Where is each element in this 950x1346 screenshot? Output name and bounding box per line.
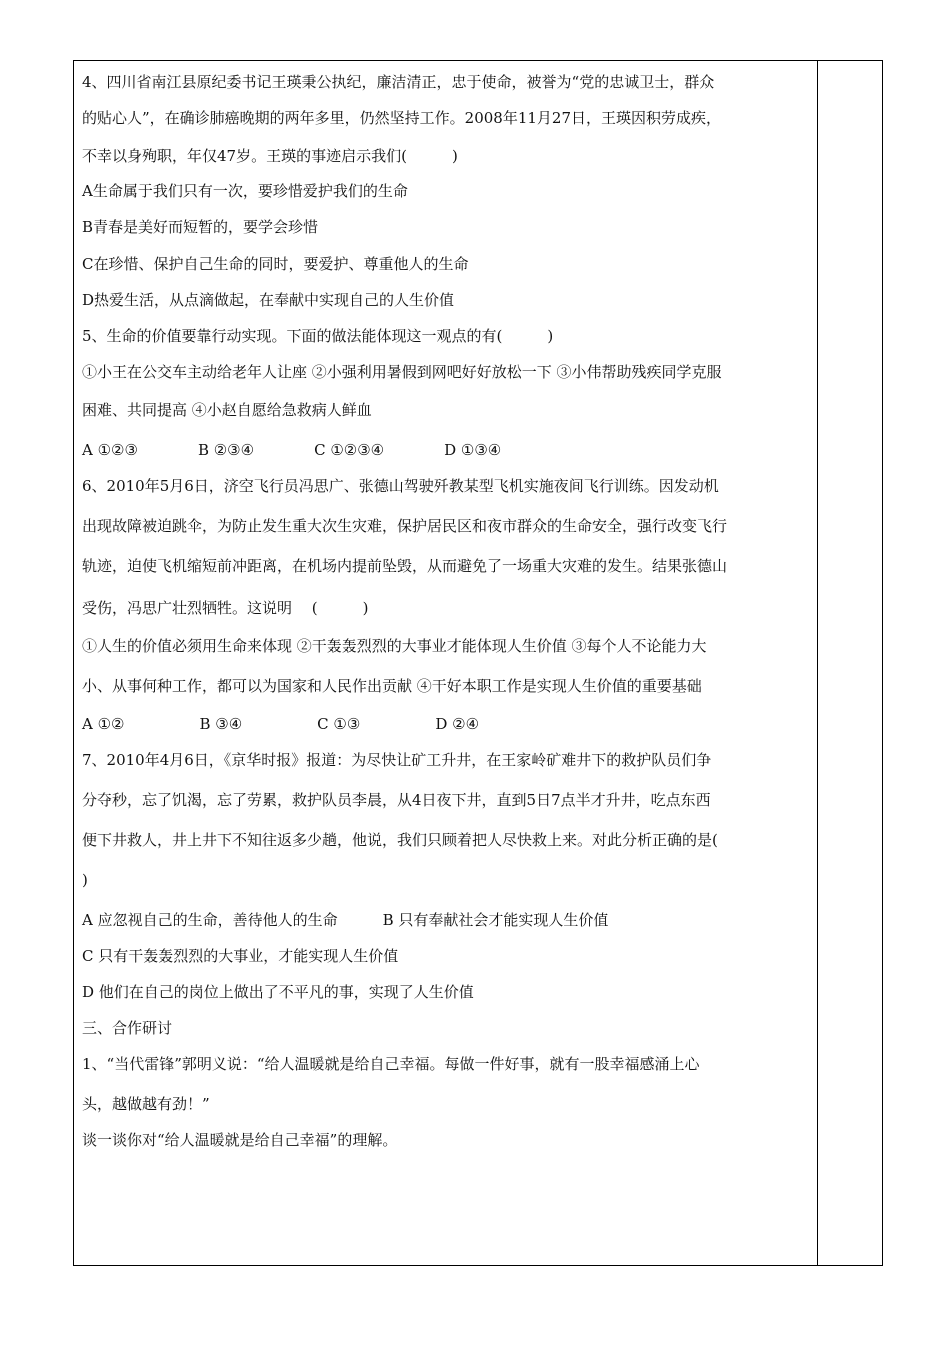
text-line: )	[82, 871, 88, 889]
text-line: 头，越做越有劲！”	[82, 1095, 210, 1113]
text-line: 谈一谈你对“给人温暖就是给自己幸福”的理解。	[82, 1131, 398, 1149]
text-line: 5、生命的价值要靠行动实现。下面的做法能体现这一观点的有( )	[82, 327, 554, 345]
text-line: A ①② B ③④ C ①③ D ②④	[82, 715, 480, 733]
text-line: 6、2010年5月6日，济空飞行员冯思广、张德山驾驶歼教某型飞机实施夜间飞行训练。因发动机	[82, 477, 719, 495]
table-frame	[73, 60, 883, 1266]
text-line: 的贴心人”，在确诊肺癌晚期的两年多里，仍然坚持工作。2008年11月27日，王瑛因积劳成疾，	[82, 109, 722, 127]
section-heading: 三、合作研讨	[82, 1019, 173, 1037]
text-line: 4、四川省南江县原纪委书记王瑛秉公执纪，廉洁清正，忠于使命，被誉为“党的忠诚卫士，群众	[82, 73, 715, 91]
text-line: 7、2010年4月6日，《京华时报》报道：为尽快让矿工升井，在王家岭矿难井下的救护队员们争	[82, 751, 712, 769]
text-line: A ①②③ B ②③④ C ①②③④ D ①③④	[82, 441, 502, 459]
text-line: 困难、共同提高 ④小赵自愿给急救病人鲜血	[82, 401, 372, 419]
text-line: 受伤，冯思广壮烈牺牲。这说明 ( )	[82, 599, 369, 617]
text-line: A生命属于我们只有一次，要珍惜爱护我们的生命	[82, 182, 408, 200]
text-line: 轨迹，迫使飞机缩短前冲距离，在机场内提前坠毁，从而避免了一场重大灾难的发生。结果张德山	[82, 557, 728, 575]
text-line: 1、“当代雷锋”郭明义说：“给人温暖就是给自己幸福。每做一件好事，就有一股幸福感涌上心	[82, 1055, 700, 1073]
text-line: 分夺秒，忘了饥渴，忘了劳累，救护队员李晨，从4日夜下井，直到5日7点半才升井，吃点东西	[82, 791, 711, 809]
text-line: D 他们在自己的岗位上做出了不平凡的事，实现了人生价值	[82, 983, 474, 1001]
text-line: D热爱生活，从点滴做起，在奉献中实现自己的人生价值	[82, 291, 455, 309]
text-line: A 应忽视自己的生命，善待他人的生命 B 只有奉献社会才能实现人生价值	[82, 911, 609, 929]
text-line: 小、从事何种工作，都可以为国家和人民作出贡献 ④干好本职工作是实现人生价值的重要基础	[82, 677, 702, 695]
text-line: ①人生的价值必须用生命来体现 ②干轰轰烈烈的大事业才能体现人生价值 ③每个人不论能力大	[82, 637, 707, 655]
text-line: C在珍惜、保护自己生命的同时，要爱护、尊重他人的生命	[82, 255, 469, 273]
text-line: B青春是美好而短暂的，要学会珍惜	[82, 218, 319, 236]
column-divider	[817, 60, 818, 1266]
text-line: C 只有干轰轰烈烈的大事业，才能实现人生价值	[82, 947, 399, 965]
text-line: ①小王在公交车主动给老年人让座 ②小强利用暑假到网吧好好放松一下 ③小伟帮助残疾同学克服	[82, 363, 722, 381]
text-line: 不幸以身殉职，年仅47岁。王瑛的事迹启示我们( )	[82, 147, 458, 165]
text-line: 出现故障被迫跳伞，为防止发生重大次生灾难，保护居民区和夜市群众的生命安全，强行改变飞行	[82, 517, 728, 535]
text-line: 便下井救人，井上井下不知往返多少趟，他说，我们只顾着把人尽快救上来。对此分析正确的是(	[82, 831, 718, 849]
